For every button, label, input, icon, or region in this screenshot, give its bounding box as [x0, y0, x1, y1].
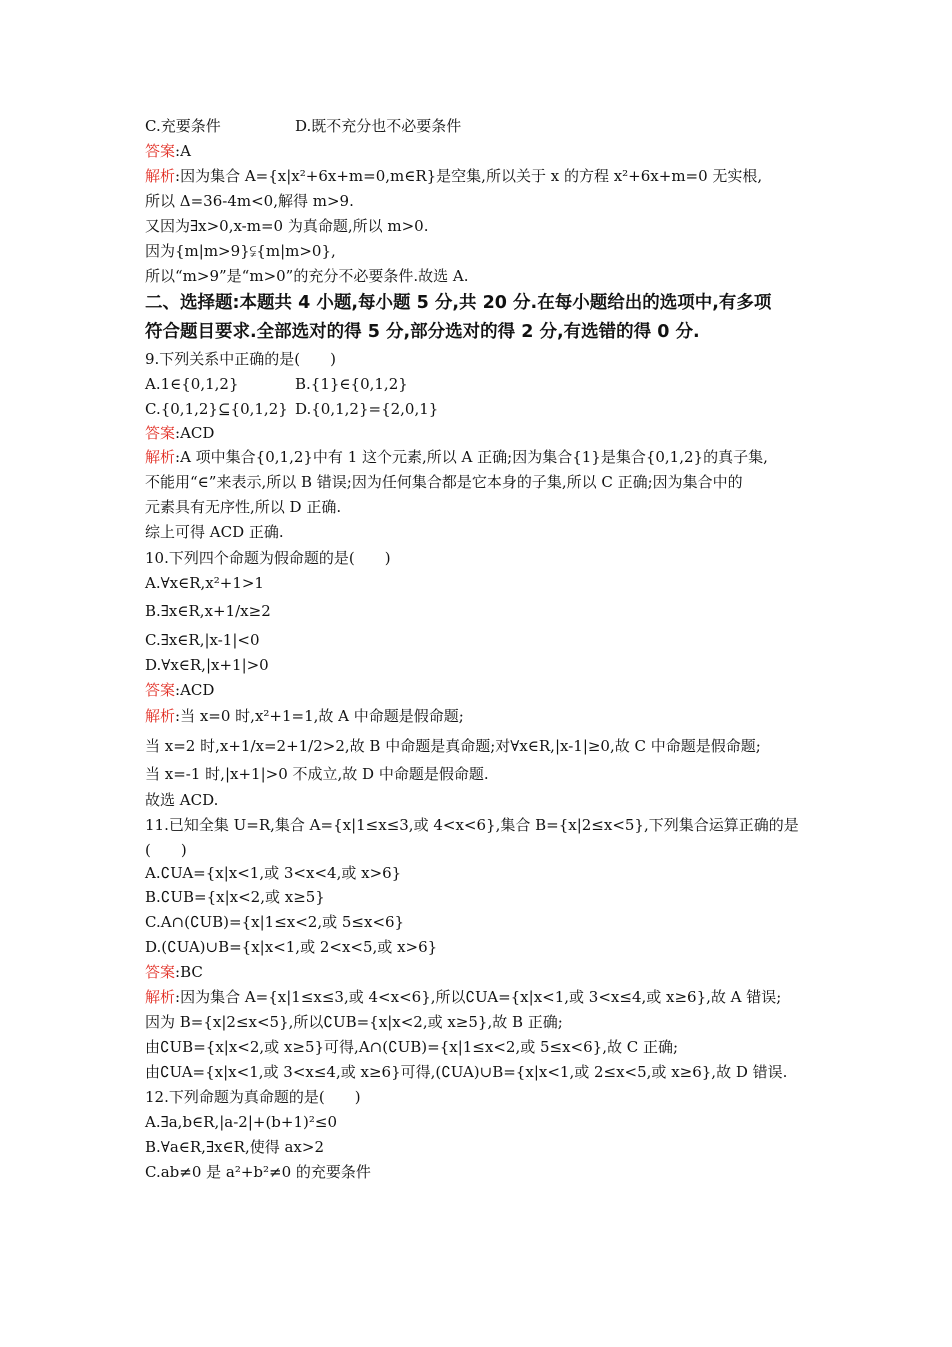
analysis-line: 综上可得 ACD 正确. [145, 523, 284, 541]
option-c: C.充要条件 [145, 117, 221, 135]
options-row [145, 399, 825, 419]
analysis-line: 由∁UA={x|x<1,或 3<x≤4,或 x≥6}可得,(∁UA)∪B={x|x<1,或 2≤x<5,或 x≥6},故 D 错误. [145, 1063, 788, 1081]
option-c: C.∃x∈R,|x-1|<0 [145, 631, 260, 649]
option-b: B.∃x∈R,x+1/x≥2 [145, 602, 271, 620]
analysis-line: 当 x=-1 时,|x+1|>0 不成立,故 D 中命题是假命题. [145, 765, 489, 783]
analysis-label: 解析 [145, 707, 176, 725]
option-b: B.∁UB={x|x<2,或 x≥5} [145, 888, 325, 906]
analysis-line [145, 166, 825, 186]
option-b: B.{1}∈{0,1,2} [295, 375, 408, 393]
option-a: A.1∈{0,1,2} [145, 375, 239, 393]
question-stem-cont: ( ) [145, 841, 187, 859]
section-heading-line-1: 二、选择题:本题共 4 小题,每小题 5 分,共 20 分.在每小题给出的选项中,有多项 [145, 293, 772, 313]
analysis-line [145, 706, 825, 726]
answer-line [145, 141, 825, 161]
answer-value: :ACD [175, 681, 215, 699]
question-stem: 10.下列四个命题为假命题的是( ) [145, 549, 391, 567]
option-a: A.∃a,b∈R,|a-2|+(b+1)²≤0 [145, 1113, 337, 1131]
option-d: D.{0,1,2}={2,0,1} [295, 400, 439, 418]
option-c: C.A∩(∁UB)={x|1≤x<2,或 5≤x<6} [145, 913, 405, 931]
analysis-text: :当 x=0 时,x²+1=1,故 A 中命题是假命题; [175, 707, 464, 725]
option-c: C.{0,1,2}⊆{0,1,2} [145, 400, 288, 418]
answer-line [145, 680, 825, 700]
analysis-line [145, 987, 825, 1007]
analysis-label: 解析 [145, 167, 176, 185]
analysis-label: 解析 [145, 988, 176, 1006]
question-stem: 9.下列关系中正确的是( ) [145, 350, 337, 368]
option-a: A.∁UA={x|x<1,或 3<x<4,或 x>6} [145, 864, 402, 882]
analysis-text: :因为集合 A={x|x²+6x+m=0,m∈R}是空集,所以关于 x 的方程 x²+6x+m=0 无实根, [175, 167, 763, 185]
analysis-line: 故选 ACD. [145, 791, 219, 809]
option-a: A.∀x∈R,x²+1>1 [145, 574, 264, 592]
answer-line [145, 962, 825, 982]
analysis-line: 因为{m|m>9}⫋{m|m>0}, [145, 242, 336, 260]
option-d: D.既不充分也不必要条件 [295, 117, 462, 135]
options-row [145, 116, 825, 136]
analysis-line [145, 447, 825, 467]
analysis-line: 元素具有无序性,所以 D 正确. [145, 498, 342, 516]
answer-label: 答案 [145, 681, 176, 699]
answer-label: 答案 [145, 424, 176, 442]
analysis-text: :因为集合 A={x|1≤x≤3,或 4<x<6},所以∁UA={x|x<1,或 3<x≤4,或 x≥6},故 A 错误; [175, 988, 782, 1006]
answer-label: 答案 [145, 963, 176, 981]
answer-value: :BC [175, 963, 203, 981]
analysis-line: 所以“m>9”是“m>0”的充分不必要条件.故选 A. [145, 267, 469, 285]
question-stem: 11.已知全集 U=R,集合 A={x|1≤x≤3,或 4<x<6},集合 B={x|2≤x<5},下列集合运算正确的是 [145, 816, 799, 834]
option-b: B.∀a∈R,∃x∈R,使得 ax>2 [145, 1138, 324, 1156]
analysis-line: 不能用“∈”来表示,所以 B 错误;因为任何集合都是它本身的子集,所以 C 正确;因为集合中的 [145, 473, 743, 491]
analysis-line: 又因为∃x>0,x-m=0 为真命题,所以 m>0. [145, 217, 429, 235]
options-row [145, 374, 825, 394]
analysis-line: 因为 B={x|2≤x<5},所以∁UB={x|x<2,或 x≥5},故 B 正确; [145, 1013, 563, 1031]
question-stem: 12.下列命题为真命题的是( ) [145, 1088, 361, 1106]
answer-line [145, 423, 825, 443]
option-c: C.ab≠0 是 a²+b²≠0 的充要条件 [145, 1163, 371, 1181]
analysis-line: 所以 Δ=36-4m<0,解得 m>9. [145, 192, 354, 210]
analysis-line: 由∁UB={x|x<2,或 x≥5}可得,A∩(∁UB)={x|1≤x<2,或 5≤x<6},故 C 正确; [145, 1038, 679, 1056]
option-d: D.∀x∈R,|x+1|>0 [145, 656, 269, 674]
answer-label: 答案 [145, 142, 176, 160]
analysis-line: 当 x=2 时,x+1/x=2+1/2>2,故 B 中命题是真命题;对∀x∈R,|x-1|≥0,故 C 中命题是假命题; [145, 737, 761, 755]
section-heading-line-2: 符合题目要求.全部选对的得 5 分,部分选对的得 2 分,有选错的得 0 分. [145, 322, 700, 342]
analysis-label: 解析 [145, 448, 176, 466]
answer-value: :A [175, 142, 191, 160]
answer-value: :ACD [175, 424, 215, 442]
analysis-text: :A 项中集合{0,1,2}中有 1 这个元素,所以 A 正确;因为集合{1}是集合{0,1,2}的真子集, [175, 448, 768, 466]
option-d: D.(∁UA)∪B={x|x<1,或 2<x<5,或 x>6} [145, 938, 438, 956]
